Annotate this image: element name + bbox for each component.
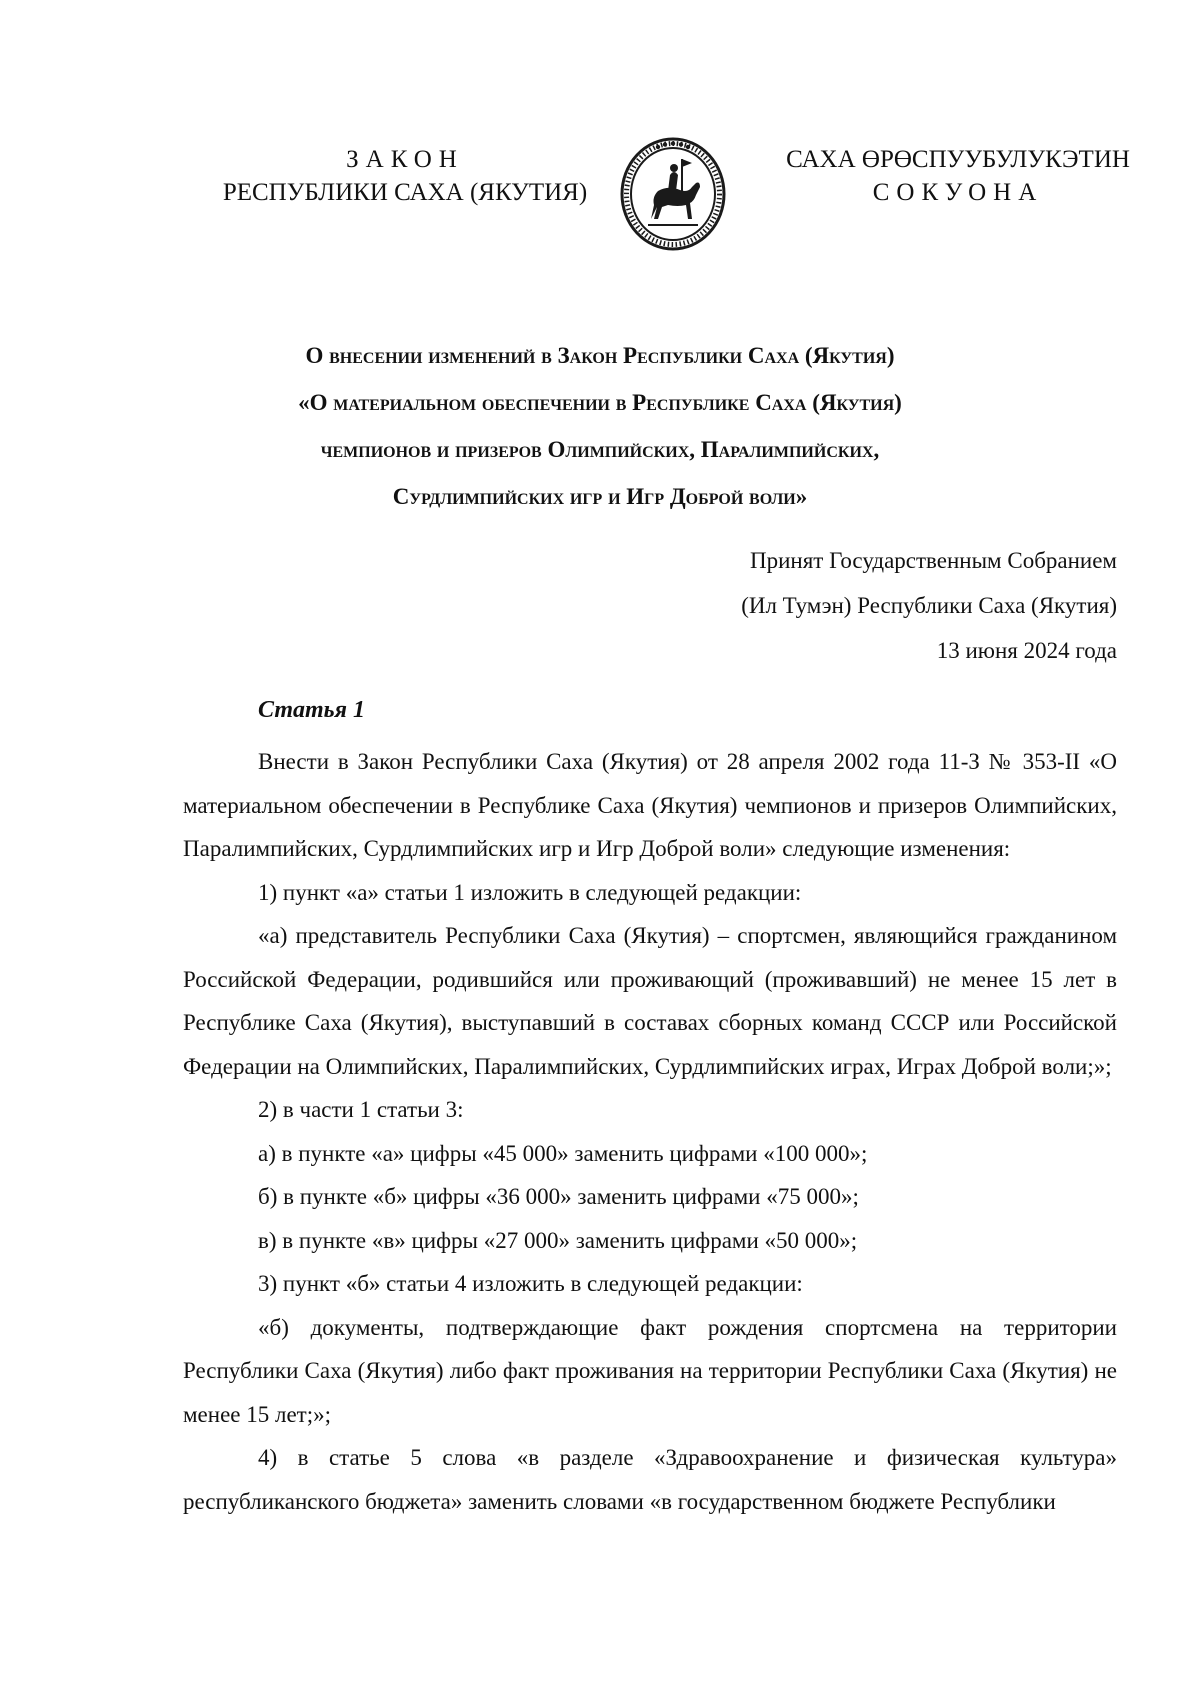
paragraph: 3) пункт «б» статьи 4 изложить в следующей редакции: — [258, 1271, 803, 1296]
paragraph: «б) документы, подтверждающие факт рождения спортсмена на территории Республики Саха (Якутия) либо факт проживания на территории Республики Саха (Якутия) не менее 15 лет;»; — [183, 1314, 1117, 1427]
title-line: чемпионов и призеров Олимпийских, Паралимпийских, — [320, 437, 880, 462]
adoption-line: (Ил Тумэн) Республики Саха (Якутия) — [741, 593, 1117, 618]
article-body — [183, 740, 1117, 1523]
paragraph: 1) пункт «а» статьи 1 изложить в следующей редакции: — [258, 879, 802, 905]
paragraph: «а) представитель Республики Саха (Якутия) – спортсмен, являющийся гражданином Российской Федерации, родившийся или проживающий (проживавший) не менее 15 лет в Республике Саха (Якутия), выступавший в составах сборных команд СССР или Российской Федерации на Олимпийских, Паралимпийских, Сурдлимпийских играх, Играх Доброй воли;»; — [183, 923, 1117, 1079]
title-line: Сурдлимпийских игр и Игр Доброй воли» — [392, 484, 808, 509]
article-heading: Статья 1 — [258, 697, 366, 723]
header-left-block — [215, 143, 595, 209]
title-line: О внесении изменений в Закон Республики Саха (Якутия) — [305, 343, 895, 368]
law-label: ЗАКОН — [346, 146, 464, 173]
paragraph: б) в пункте «б» цифры «36 000» заменить цифрами «75 000»; — [258, 1184, 859, 1209]
title-line: «О материальном обеспечении в Республике Саха (Якутия) — [298, 390, 902, 415]
paragraph: Внести в Закон Республики Саха (Якутия) от 28 апреля 2002 года 11-З № 353-II «О материальном обеспечении в Республике Саха (Якутия) чемпионов и призеров Олимпийских, Паралимпийских, Сурдлимпийских игр и Игр Доброй воли» следующие изменения: — [183, 749, 1117, 861]
paragraph: а) в пункте «а» цифры «45 000» заменить цифрами «100 000»; — [258, 1140, 868, 1166]
adoption-date: 13 июня 2024 года — [936, 638, 1117, 663]
republic-name-sakha: САХА ӨРӨСПУУБУЛУКЭТИН — [786, 146, 1130, 173]
law-label-sakha: СОКУОНА — [872, 179, 1044, 206]
paragraph: 2) в части 1 статьи 3: — [258, 1097, 464, 1122]
adoption-note — [597, 538, 1117, 673]
paragraph: в) в пункте «в» цифры «27 000» заменить цифрами «50 000»; — [258, 1227, 858, 1253]
header-right-block — [778, 143, 1138, 209]
document-title — [150, 332, 1050, 520]
adoption-line: Принят Государственным Собранием — [749, 548, 1117, 573]
paragraph: 4) в статье 5 слова «в разделе «Здравоохранение и физическая культура» республиканского бюджета» заменить словами «в государственном бюджете Республики — [183, 1445, 1117, 1514]
republic-name-ru: РЕСПУБЛИКИ САХА (ЯКУТИЯ) — [222, 179, 588, 206]
coat-of-arms-icon — [618, 135, 728, 253]
